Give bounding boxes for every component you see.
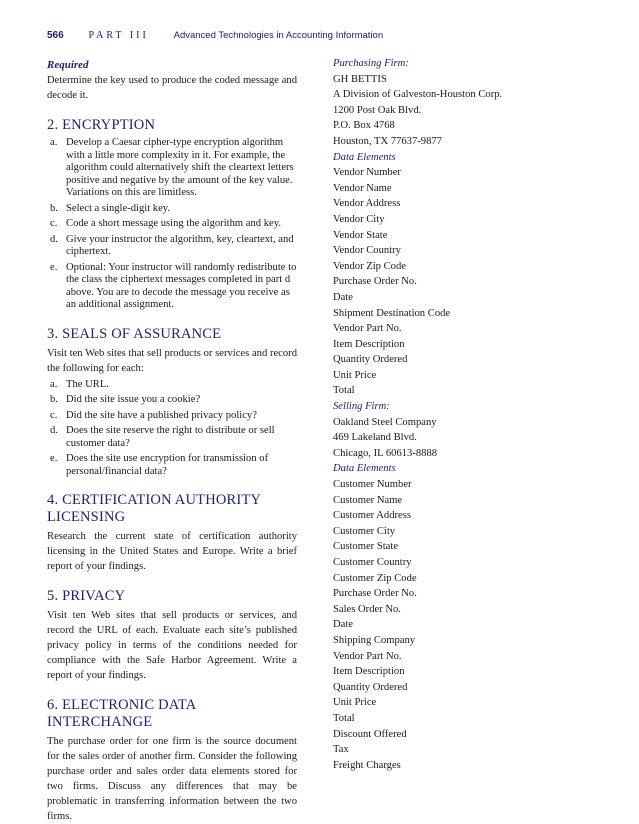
- list-item: [47, 410, 297, 423]
- section-body: The purchase order for one firm is the source document for the sales order of another firm. Consider the following purchase order and sales order data elements stored for two firms. Discuss any differences that may be problematic in transferring information between the two firms.: [47, 736, 297, 822]
- data-element: Vendor Zip Code: [333, 260, 406, 272]
- item-letter: d.: [50, 233, 58, 245]
- item-text: Code a short message using the algorithm and key.: [66, 218, 281, 229]
- item-letter: e.: [50, 453, 58, 464]
- section-body: Visit ten Web sites that sell products or services, and record the URL of each. Evaluate each site’s published privacy policy in terms of the conditions needed for compliance with the Safe Harbor Agreement. Write a report of your findings.: [47, 610, 297, 681]
- data-element: Item Description: [333, 666, 405, 678]
- page-number: 566: [47, 30, 64, 41]
- data-elements-label: Data Elements: [333, 151, 396, 163]
- item-letter: b.: [50, 394, 58, 405]
- list-item: [47, 453, 297, 478]
- data-element: Vendor Part No.: [333, 650, 402, 662]
- item-letter: a.: [50, 378, 58, 390]
- sections: [47, 117, 297, 824]
- item-list: [47, 137, 297, 312]
- exercise-section: [47, 697, 297, 824]
- list-item: [47, 394, 297, 407]
- data-element: Quantity Ordered: [333, 681, 408, 693]
- section-heading: 6. ELECTRONIC DATA INTERCHANGE: [47, 697, 196, 730]
- data-element: Customer Address: [333, 510, 411, 522]
- item-text: Select a single-digit key.: [66, 202, 171, 214]
- item-text: Does the site use encryption for transmission of personal/financial data?: [66, 453, 269, 477]
- item-text: Did the site issue you a cookie?: [66, 394, 201, 405]
- address-line: A Division of Galveston-Houston Corp.: [333, 89, 503, 101]
- chapter-title: Advanced Technologies in Accounting Information: [173, 30, 384, 41]
- data-element: Vendor Name: [333, 182, 392, 194]
- data-element: Vendor Address: [333, 198, 401, 210]
- address-line: 1200 Post Oak Blvd.: [333, 104, 422, 116]
- item-letter: b.: [50, 202, 58, 214]
- address-line: P.O. Box 4768: [333, 120, 395, 132]
- item-letter: c.: [50, 218, 58, 229]
- item-letter: c.: [50, 409, 58, 421]
- data-element: Tax: [333, 744, 349, 756]
- data-element: Vendor City: [333, 213, 385, 225]
- required-label: Required: [47, 59, 89, 71]
- purchasing-elements: [333, 165, 533, 399]
- data-element: Vendor Country: [333, 245, 401, 257]
- data-element: Customer Zip Code: [333, 572, 417, 584]
- section-heading: 4. CERTIFICATION AUTHORITY LICENSING: [47, 492, 261, 525]
- required-text: Determine the key used to produce the coded message and decode it.: [47, 75, 297, 101]
- list-item: [47, 379, 297, 392]
- data-element: Customer City: [333, 525, 396, 537]
- right-column: [333, 56, 533, 773]
- address-line: Oakland Steel Company: [333, 416, 437, 428]
- selling-firm-label: Selling Firm:: [333, 401, 390, 413]
- item-text: Develop a Caesar cipher-type encryption algorithm with a little more complexity in it. For example, the algorithm could alternatively shift the cleartext letters positive and negative by the amount of the key value. Variations on this are limitless.: [66, 137, 294, 198]
- data-element: Item Description: [333, 338, 405, 350]
- item-letter: a.: [50, 137, 58, 148]
- purchasing-firm-address: [333, 72, 533, 150]
- data-element: Sales Order No.: [333, 603, 401, 615]
- item-letter: e.: [50, 261, 58, 273]
- data-element: Date: [333, 619, 353, 631]
- purchasing-firm-label: Purchasing Firm:: [333, 58, 409, 69]
- section-body: Research the current state of certification authority licensing in the United States and Europe. Write a brief report of your findings.: [47, 531, 297, 572]
- item-list: [47, 379, 297, 479]
- address-line: Chicago, IL 60613-8888: [333, 447, 438, 459]
- exercise-section: [47, 588, 297, 683]
- exercise-section: [47, 492, 297, 574]
- data-element: Customer Country: [333, 557, 412, 568]
- address-line: GH BETTIS: [333, 73, 387, 85]
- data-element: Total: [333, 712, 355, 724]
- item-letter: d.: [50, 425, 58, 436]
- exercise-section: [47, 117, 297, 312]
- data-element: Unit Price: [333, 369, 377, 381]
- address-line: Houston, TX 77637-9877: [333, 135, 442, 147]
- data-element: Freight Charges: [333, 759, 401, 771]
- selling-firm-address: [333, 415, 533, 462]
- item-text: Does the site reserve the right to distribute or sell customer data?: [66, 425, 275, 449]
- item-text: Give your instructor the algorithm, key, cleartext, and ciphertext.: [66, 233, 294, 257]
- list-item: [47, 218, 297, 231]
- section-heading: 5. PRIVACY: [47, 588, 126, 604]
- list-item: [47, 203, 297, 216]
- data-element: Shipping Company: [333, 634, 416, 646]
- item-text: Did the site have a published privacy policy?: [66, 409, 257, 421]
- part-label: PART III: [88, 30, 149, 41]
- data-element: Unit Price: [333, 697, 377, 709]
- data-element: Customer Name: [333, 494, 403, 506]
- data-element: Quantity Ordered: [333, 354, 408, 366]
- data-element: Vendor State: [333, 229, 388, 241]
- data-element: Purchase Order No.: [333, 588, 417, 600]
- list-item: [47, 234, 297, 259]
- section-heading: 3. SEALS OF ASSURANCE: [47, 325, 222, 342]
- running-header: [47, 30, 383, 41]
- item-text: Optional: Your instructor will randomly redistribute to the class the ciphertext messages completed in part d above. You are to decode the message you receive as an additional assignment.: [66, 261, 297, 310]
- item-text: The URL.: [66, 378, 109, 390]
- data-element: Vendor Part No.: [333, 323, 402, 335]
- list-item: [47, 262, 297, 312]
- data-element: Purchase Order No.: [333, 276, 417, 288]
- data-element: Vendor Number: [333, 167, 401, 179]
- selling-elements: [333, 477, 533, 773]
- left-column: [47, 58, 297, 824]
- section-heading: 2. ENCRYPTION: [47, 117, 156, 133]
- section-body: Visit ten Web sites that sell products or services and record the following for each:: [47, 347, 297, 374]
- data-elements-label: Data Elements: [333, 463, 396, 475]
- data-element: Customer State: [333, 541, 399, 553]
- data-element: Customer Number: [333, 479, 412, 491]
- data-element: Discount Offered: [333, 728, 407, 740]
- data-element: Total: [333, 385, 355, 397]
- exercise-section: [47, 326, 297, 479]
- data-element: Date: [333, 291, 353, 303]
- list-item: [47, 137, 297, 200]
- address-line: 469 Lakeland Blvd.: [333, 432, 417, 444]
- list-item: [47, 425, 297, 450]
- data-element: Shipment Destination Code: [333, 307, 451, 319]
